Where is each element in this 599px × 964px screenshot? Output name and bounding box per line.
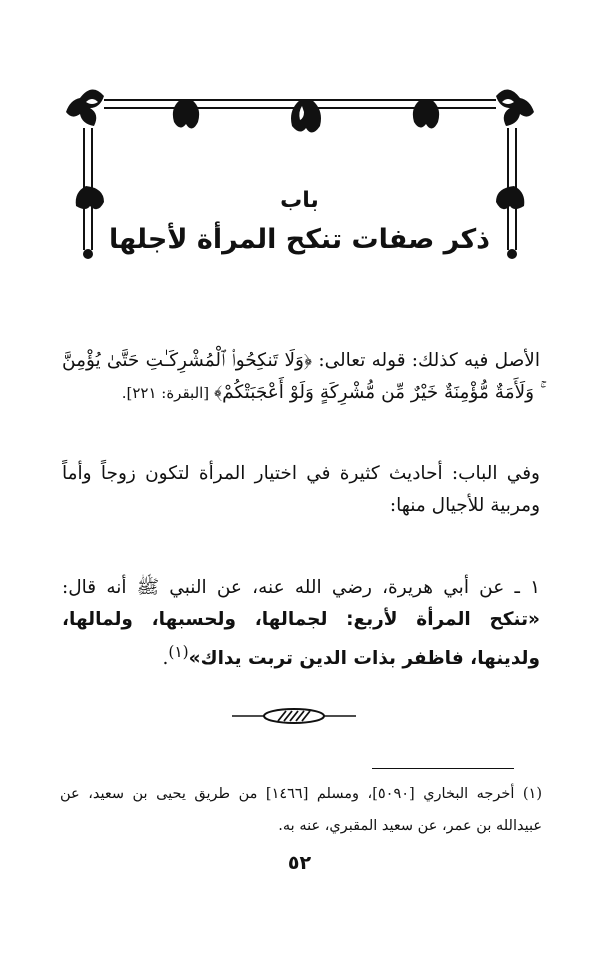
hadith-text: «تنكح المرأة لأربع: لجمالها، ولحسبها، ولمالها، ولدينها، فاظفر بذات الدين تربت يداك» bbox=[62, 609, 540, 670]
footnote-marker: (١) bbox=[168, 643, 189, 661]
paragraph-quran-verse bbox=[62, 345, 540, 409]
paragraph-hadiths-intro: وفي الباب: أحاديث كثيرة في اختيار المرأة لتكون زوجاً وأماً ومربية للأجيال منها: bbox=[62, 463, 540, 516]
quran-verse: ﴿وَلَا تَنكِحُوا۟ ٱلْمُشْرِكَـٰتِ حَتَّىٰ يُؤْمِنَّ ۚ وَلَأَمَةٌ مُّؤْمِنَةٌ خَيْرٌ مِّن مُّشْرِكَةٍ وَلَوْ أَعْجَبَتْكُمْ﴾ bbox=[62, 350, 540, 403]
chapter-label: باب bbox=[280, 188, 319, 213]
footnote-separator bbox=[372, 768, 514, 769]
verse-reference: [البقرة: ٢٢١]. bbox=[121, 384, 214, 402]
footnote: (١) أخرجه البخاري [٥٠٩٠]، ومسلم [١٤٦٦] من طريق يحيى بن سعيد، عن عبيدالله بن عمر، عن سعيد المقبري، عنه به. bbox=[60, 786, 542, 834]
sentence-end: . bbox=[162, 648, 169, 670]
page-number: ٥٢ bbox=[287, 852, 312, 874]
chapter-title: ذكر صفات تنكح المرأة لأجلها bbox=[108, 224, 491, 255]
paragraph-hadith-1 bbox=[62, 572, 540, 675]
hadith-narration: ١ ـ عن أبي هريرة، رضي الله عنه، عن النبي ﷺ أنه قال: bbox=[62, 577, 540, 598]
ornamental-divider bbox=[232, 704, 356, 728]
paragraph-intro-text: الأصل فيه كذلك: قوله تعالى: bbox=[312, 350, 540, 371]
